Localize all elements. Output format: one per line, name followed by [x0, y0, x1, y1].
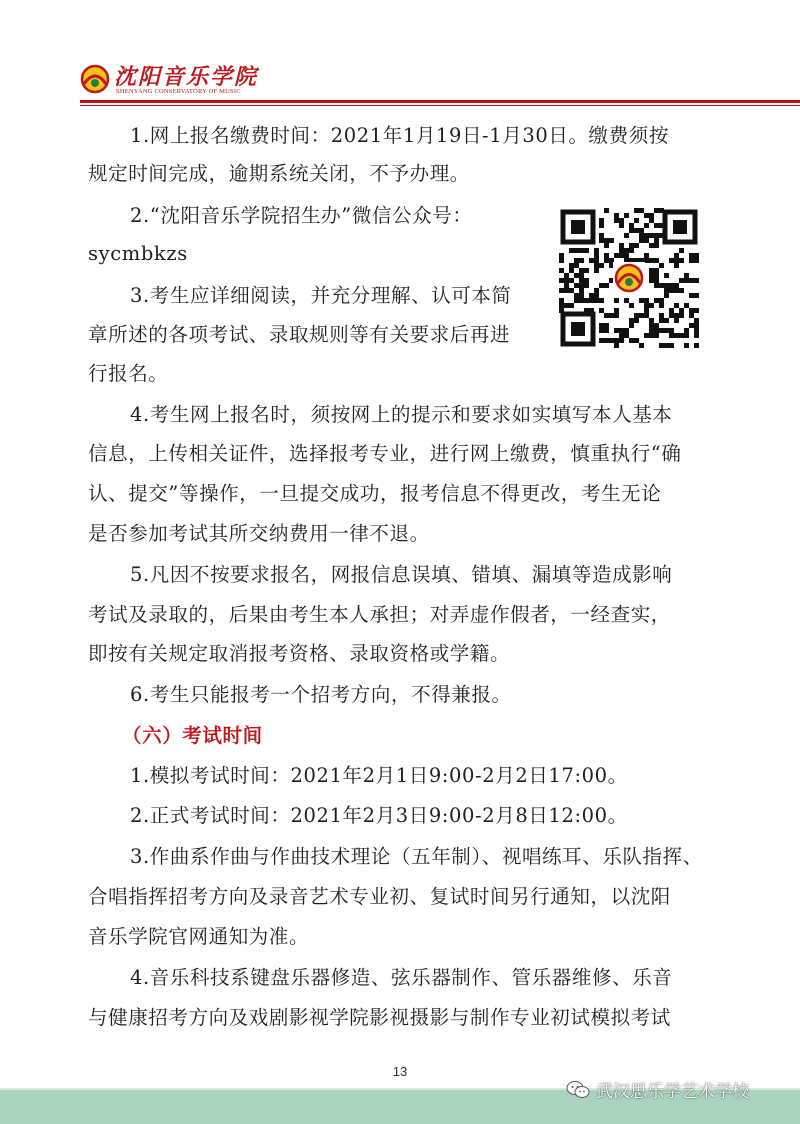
paragraph-line: 即按有关规定取消报考资格、录取资格或学籍。 [88, 642, 511, 665]
wechat-watermark [566, 1077, 749, 1102]
conservatory-emblem-icon [80, 64, 110, 94]
logo-name-cn: 沈阳音乐学院 [114, 64, 259, 90]
page-header [0, 0, 800, 110]
paragraph-line: 章所述的各项考试、录取规则等有关要求后再进 [88, 323, 511, 346]
paragraph-line: 4.考生网上报名时，须按网上的提示和要求如实填写本人基本 [130, 403, 673, 426]
paragraph-line: 行报名。 [88, 362, 169, 385]
paragraph-line: 音乐学院官网通知为准。 [88, 925, 310, 948]
paragraph-line: 3.作曲系作曲与作曲技术理论（五年制）、视唱练耳、乐队指挥、 [130, 845, 703, 868]
wechat-account-id: sycmbkzs [88, 242, 188, 265]
paragraph-line: 5.凡因不按要求报名，网报信息误填、错填、漏填等造成影响 [130, 563, 673, 586]
logo-name-en: SHENYANG CONSERVATORY OF MUSIC [116, 88, 241, 95]
watermark-text: 武汉思乐学艺术学校 [596, 1082, 749, 1102]
paragraph-line: 1.模拟考试时间：2021年2月1日9:00-2月2日17:00。 [130, 764, 628, 787]
paragraph-line: 4.音乐科技系键盘乐器修造、弦乐器制作、管乐器维修、乐音 [130, 966, 673, 989]
paragraph-line: 2.正式考试时间：2021年2月3日9:00-2月8日12:00。 [130, 804, 628, 827]
paragraph-line: 与健康招考方向及戏剧影视学院影视摄影与制作专业初试模拟考试 [88, 1006, 671, 1029]
paragraph-line: 认、提交”等操作，一旦提交成功，报考信息不得更改，考生无论 [88, 482, 662, 505]
paragraph-line: 规定时间完成，逾期系统关闭，不予办理。 [88, 162, 470, 185]
paragraph-line: 3.考生应详细阅读，并充分理解、认可本简 [130, 284, 512, 307]
page-number: 13 [392, 1064, 408, 1079]
paragraph-line: 2.“沈阳音乐学院招生办”微信公众号： [130, 204, 473, 227]
header-divider-thin [80, 105, 800, 106]
qr-code-icon [559, 208, 699, 348]
paragraph-line: 合唱指挥招考方向及录音艺术专业初、复试时间另行通知，以沈阳 [88, 885, 671, 908]
paragraph-line: 1.网上报名缴费时间：2021年1月19日-1月30日。缴费须按 [130, 124, 669, 147]
paragraph-line: 是否参加考试其所交纳费用一律不退。 [88, 522, 430, 545]
paragraph-line: 信息，上传相关证件，选择报考专业，进行网上缴费，慎重执行“确 [88, 442, 682, 465]
wechat-icon [566, 1080, 590, 1100]
section-heading: （六）考试时间 [122, 724, 263, 747]
header-divider [80, 100, 800, 103]
paragraph-line: 6.考生只能报考一个招考方向，不得兼报。 [130, 683, 512, 706]
paragraph-line: 考试及录取的，后果由考生本人承担；对弄虚作假者，一经查实， [88, 603, 671, 626]
